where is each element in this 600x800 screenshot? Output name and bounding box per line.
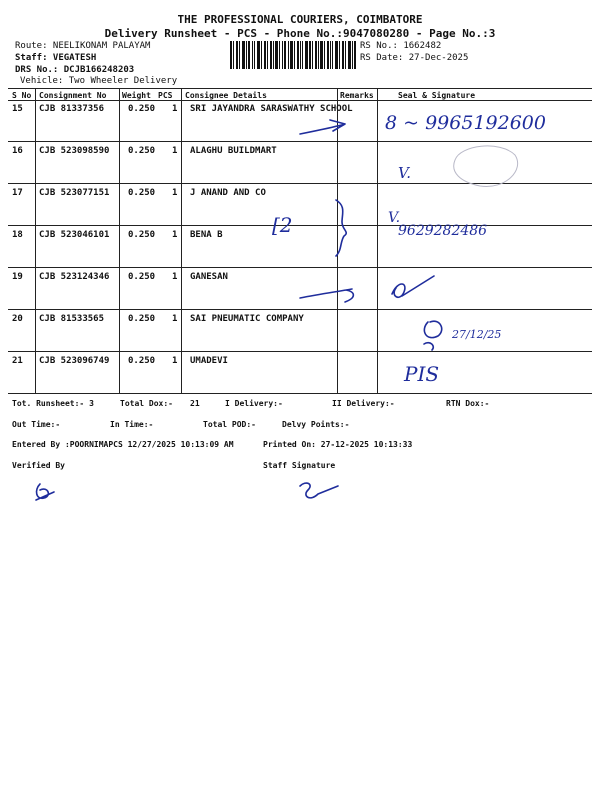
row-consignee: SAI PNEUMATIC COMPANY [190, 314, 304, 324]
rs-number: RS No.: 1662482 [360, 41, 442, 51]
vehicle-label: Vehicle: Two Wheeler Delivery [20, 76, 178, 86]
row-pcs: 1 [172, 146, 178, 156]
row-consignment: CJB 523124346 [39, 272, 110, 282]
row-sno: 21 [12, 356, 23, 366]
row-consignee: GANESAN [190, 272, 228, 282]
staff-label: Staff: VEGATESH [15, 53, 97, 63]
scribble-20 [424, 321, 442, 350]
header-remarks: Remarks [340, 91, 374, 100]
row-sno: 18 [12, 230, 23, 240]
arrow-mark-15 [300, 120, 345, 134]
arrow-mark-19 [300, 289, 353, 302]
rs-date: RS Date: 27-Dec-2025 [360, 53, 469, 63]
row-pcs: 1 [172, 188, 178, 198]
tot-runsheet: Tot. Runsheet:- 3 [12, 399, 94, 408]
row-consignment: CJB 523077151 [39, 188, 110, 198]
header-consignment: Consignment No [39, 91, 107, 100]
row-consignee: ALAGHU BUILDMART [190, 146, 277, 156]
ii-delivery: II Delivery:- [332, 399, 395, 408]
row-consignee: SRI JAYANDRA SARASWATHY SCHOOL [190, 104, 353, 114]
row-pcs: 1 [172, 104, 178, 114]
handwritten-date-20: 27/12/25 [452, 328, 502, 341]
row-sno: 15 [12, 104, 23, 114]
route-label: Route: NEELIKONAM PALAYAM [15, 41, 151, 51]
staff-signature-label: Staff Signature [263, 461, 336, 470]
row-pcs: 1 [172, 272, 178, 282]
row-weight: 0.250 [128, 230, 156, 240]
verified-signature-mark [36, 484, 54, 500]
header-consignee: Consignee Details [185, 91, 267, 100]
brace-mark-18 [336, 200, 346, 256]
company-title: THE PROFESSIONAL COURIERS, COIMBATORE [177, 13, 423, 26]
row-weight: 0.250 [128, 188, 156, 198]
verified-by: Verified By [12, 461, 65, 470]
row-consignment: CJB 81533565 [39, 314, 105, 324]
handwritten-sig-15: 8 ~ 9965192600 [385, 112, 546, 134]
row-weight: 0.250 [128, 272, 156, 282]
runsheet-subtitle: Delivery Runsheet - PCS - Phone No.:9047080280 - Page No.:3 [104, 27, 496, 40]
row-sno: 16 [12, 146, 23, 156]
row-weight: 0.250 [128, 356, 156, 366]
handwritten-sig-16: V. [398, 164, 411, 182]
row-sno: 17 [12, 188, 23, 198]
delvy-points: Delvy Points:- [282, 420, 350, 429]
handwritten-sig-21: PIS [404, 362, 440, 386]
handwritten-phone-18: 9629282486 [398, 223, 488, 239]
row-weight: 0.250 [128, 314, 156, 324]
row-consignment: CJB 523098590 [39, 146, 110, 156]
drs-label: DRS No.: DCJB166248203 [15, 65, 135, 75]
row-pcs: 1 [172, 230, 178, 240]
header-weight: Weight [122, 91, 151, 100]
row-weight: 0.250 [128, 146, 156, 156]
row-consignee: J ANAND AND CO [190, 188, 266, 198]
entered-by: Entered By :POORNIMAPCS 12/27/2025 10:13:09 AM [12, 440, 234, 449]
row-consignee: UMADEVI [190, 356, 228, 366]
out-time: Out Time:- [12, 420, 61, 429]
total-dox-value: 21 [190, 399, 200, 408]
handwritten-bracket-18: [2 [272, 213, 293, 237]
total-pod: Total POD:- [203, 420, 256, 429]
stamp-circle [454, 146, 518, 187]
row-sno: 20 [12, 314, 23, 324]
row-consignment: CJB 523046101 [39, 230, 110, 240]
header-seal: Seal & Signature [398, 91, 476, 100]
row-weight: 0.250 [128, 104, 156, 114]
scribble-19 [392, 276, 434, 297]
header-pcs: PCS [158, 91, 173, 100]
staff-signature-mark [300, 483, 338, 498]
row-consignment: CJB 81337356 [39, 104, 105, 114]
row-consignment: CJB 523096749 [39, 356, 110, 366]
header-sno: S No [12, 91, 32, 100]
i-delivery: I Delivery:- [225, 399, 283, 408]
row-pcs: 1 [172, 356, 178, 366]
printed-on: Printed On: 27-12-2025 10:13:33 [263, 440, 413, 449]
in-time: In Time:- [110, 420, 154, 429]
row-pcs: 1 [172, 314, 178, 324]
row-consignee: BENA B [190, 230, 223, 240]
rtn-dox: RTN Dox:- [446, 399, 490, 408]
row-sno: 19 [12, 272, 23, 282]
total-dox-label: Total Dox:- [120, 399, 173, 408]
handwritten-sig-17: V. [388, 210, 401, 226]
